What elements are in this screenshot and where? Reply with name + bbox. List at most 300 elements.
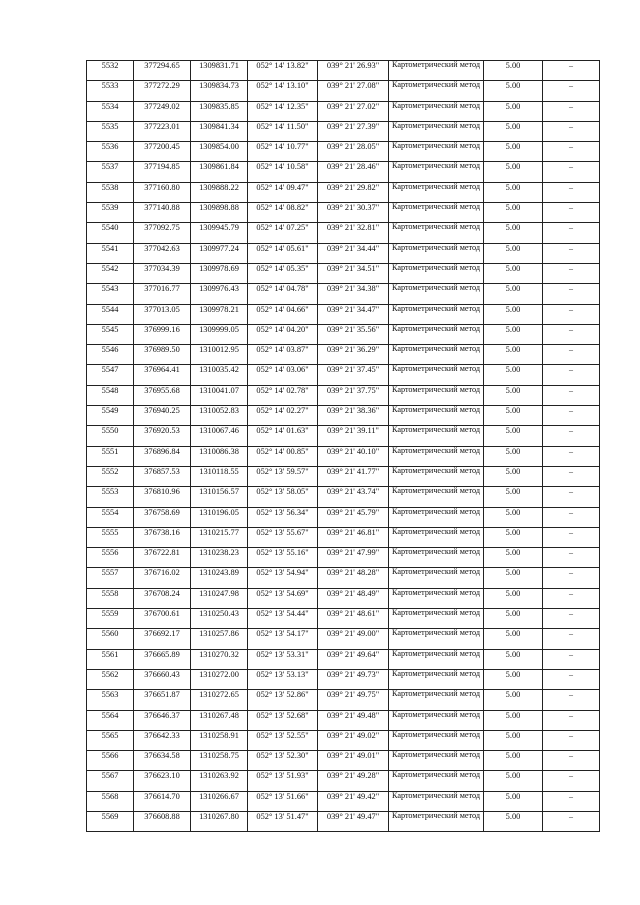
point-number-cell: 5543 bbox=[87, 284, 134, 304]
latitude-cell: 052° 13' 53.13" bbox=[248, 669, 318, 689]
x-coordinate-cell: 376999.16 bbox=[134, 324, 191, 344]
table-row bbox=[87, 487, 600, 507]
accuracy-cell: 5.00 bbox=[484, 61, 543, 81]
accuracy-cell: 5.00 bbox=[484, 203, 543, 223]
x-coordinate-cell: 377194.85 bbox=[134, 162, 191, 182]
x-coordinate-cell: 376692.17 bbox=[134, 629, 191, 649]
point-number-cell: 5550 bbox=[87, 426, 134, 446]
empty-value-cell: – bbox=[543, 730, 600, 750]
latitude-cell: 052° 13' 52.55" bbox=[248, 730, 318, 750]
longitude-cell: 039° 21' 27.02" bbox=[318, 101, 389, 121]
empty-value-cell: – bbox=[543, 121, 600, 141]
point-number-cell: 5556 bbox=[87, 548, 134, 568]
method-cell: Картометрический метод bbox=[389, 101, 484, 121]
table-row bbox=[87, 811, 600, 831]
y-coordinate-cell: 1309945.79 bbox=[191, 223, 248, 243]
x-coordinate-cell: 377249.02 bbox=[134, 101, 191, 121]
method-cell: Картометрический метод bbox=[389, 629, 484, 649]
empty-value-cell: – bbox=[543, 142, 600, 162]
point-number-cell: 5569 bbox=[87, 811, 134, 831]
longitude-cell: 039° 21' 34.44" bbox=[318, 243, 389, 263]
y-coordinate-cell: 1310250.43 bbox=[191, 609, 248, 629]
x-coordinate-cell: 376964.41 bbox=[134, 365, 191, 385]
method-cell: Картометрический метод bbox=[389, 284, 484, 304]
table-row bbox=[87, 466, 600, 486]
y-coordinate-cell: 1310052.83 bbox=[191, 406, 248, 426]
point-number-cell: 5548 bbox=[87, 385, 134, 405]
point-number-cell: 5540 bbox=[87, 223, 134, 243]
point-number-cell: 5563 bbox=[87, 690, 134, 710]
accuracy-cell: 5.00 bbox=[484, 649, 543, 669]
x-coordinate-cell: 377042.63 bbox=[134, 243, 191, 263]
y-coordinate-cell: 1310243.89 bbox=[191, 568, 248, 588]
table-row bbox=[87, 730, 600, 750]
table-row bbox=[87, 203, 600, 223]
table-row bbox=[87, 751, 600, 771]
latitude-cell: 052° 13' 54.44" bbox=[248, 609, 318, 629]
table-row bbox=[87, 284, 600, 304]
point-number-cell: 5555 bbox=[87, 527, 134, 547]
latitude-cell: 052° 13' 54.94" bbox=[248, 568, 318, 588]
x-coordinate-cell: 376989.50 bbox=[134, 345, 191, 365]
y-coordinate-cell: 1309861.84 bbox=[191, 162, 248, 182]
method-cell: Картометрический метод bbox=[389, 162, 484, 182]
y-coordinate-cell: 1310263.92 bbox=[191, 771, 248, 791]
y-coordinate-cell: 1310266.67 bbox=[191, 791, 248, 811]
longitude-cell: 039° 21' 49.28" bbox=[318, 771, 389, 791]
empty-value-cell: – bbox=[543, 61, 600, 81]
method-cell: Картометрический метод bbox=[389, 446, 484, 466]
method-cell: Картометрический метод bbox=[389, 304, 484, 324]
empty-value-cell: – bbox=[543, 101, 600, 121]
point-number-cell: 5541 bbox=[87, 243, 134, 263]
empty-value-cell: – bbox=[543, 487, 600, 507]
table-row bbox=[87, 690, 600, 710]
table-row bbox=[87, 162, 600, 182]
y-coordinate-cell: 1309976.43 bbox=[191, 284, 248, 304]
latitude-cell: 052° 14' 12.35" bbox=[248, 101, 318, 121]
x-coordinate-cell: 377294.65 bbox=[134, 61, 191, 81]
accuracy-cell: 5.00 bbox=[484, 426, 543, 446]
empty-value-cell: – bbox=[543, 406, 600, 426]
longitude-cell: 039° 21' 48.28" bbox=[318, 568, 389, 588]
latitude-cell: 052° 13' 52.30" bbox=[248, 751, 318, 771]
y-coordinate-cell: 1309999.05 bbox=[191, 324, 248, 344]
empty-value-cell: – bbox=[543, 568, 600, 588]
accuracy-cell: 5.00 bbox=[484, 365, 543, 385]
method-cell: Картометрический метод bbox=[389, 730, 484, 750]
method-cell: Картометрический метод bbox=[389, 81, 484, 101]
accuracy-cell: 5.00 bbox=[484, 324, 543, 344]
latitude-cell: 052° 14' 03.06" bbox=[248, 365, 318, 385]
y-coordinate-cell: 1310267.48 bbox=[191, 710, 248, 730]
latitude-cell: 052° 14' 13.82" bbox=[248, 61, 318, 81]
x-coordinate-cell: 376646.37 bbox=[134, 710, 191, 730]
longitude-cell: 039° 21' 49.48" bbox=[318, 710, 389, 730]
accuracy-cell: 5.00 bbox=[484, 263, 543, 283]
table-row bbox=[87, 568, 600, 588]
table-row bbox=[87, 142, 600, 162]
point-number-cell: 5564 bbox=[87, 710, 134, 730]
point-number-cell: 5532 bbox=[87, 61, 134, 81]
accuracy-cell: 5.00 bbox=[484, 466, 543, 486]
y-coordinate-cell: 1309978.21 bbox=[191, 304, 248, 324]
y-coordinate-cell: 1309854.00 bbox=[191, 142, 248, 162]
point-number-cell: 5534 bbox=[87, 101, 134, 121]
accuracy-cell: 5.00 bbox=[484, 629, 543, 649]
empty-value-cell: – bbox=[543, 507, 600, 527]
latitude-cell: 052° 13' 54.17" bbox=[248, 629, 318, 649]
latitude-cell: 052° 14' 04.66" bbox=[248, 304, 318, 324]
x-coordinate-cell: 376955.68 bbox=[134, 385, 191, 405]
longitude-cell: 039° 21' 45.79" bbox=[318, 507, 389, 527]
empty-value-cell: – bbox=[543, 649, 600, 669]
latitude-cell: 052° 14' 11.50" bbox=[248, 121, 318, 141]
longitude-cell: 039° 21' 48.61" bbox=[318, 609, 389, 629]
method-cell: Картометрический метод bbox=[389, 426, 484, 446]
accuracy-cell: 5.00 bbox=[484, 811, 543, 831]
empty-value-cell: – bbox=[543, 791, 600, 811]
table-row bbox=[87, 101, 600, 121]
empty-value-cell: – bbox=[543, 609, 600, 629]
latitude-cell: 052° 14' 04.78" bbox=[248, 284, 318, 304]
method-cell: Картометрический метод bbox=[389, 588, 484, 608]
longitude-cell: 039° 21' 49.73" bbox=[318, 669, 389, 689]
accuracy-cell: 5.00 bbox=[484, 690, 543, 710]
x-coordinate-cell: 376660.43 bbox=[134, 669, 191, 689]
longitude-cell: 039° 21' 35.56" bbox=[318, 324, 389, 344]
table-row bbox=[87, 324, 600, 344]
table-row bbox=[87, 669, 600, 689]
empty-value-cell: – bbox=[543, 690, 600, 710]
y-coordinate-cell: 1309898.88 bbox=[191, 203, 248, 223]
empty-value-cell: – bbox=[543, 710, 600, 730]
latitude-cell: 052° 14' 00.85" bbox=[248, 446, 318, 466]
longitude-cell: 039° 21' 32.81" bbox=[318, 223, 389, 243]
longitude-cell: 039° 21' 49.64" bbox=[318, 649, 389, 669]
latitude-cell: 052° 14' 05.61" bbox=[248, 243, 318, 263]
y-coordinate-cell: 1310196.05 bbox=[191, 507, 248, 527]
latitude-cell: 052° 13' 52.86" bbox=[248, 690, 318, 710]
x-coordinate-cell: 376857.53 bbox=[134, 466, 191, 486]
point-number-cell: 5557 bbox=[87, 568, 134, 588]
y-coordinate-cell: 1309841.34 bbox=[191, 121, 248, 141]
latitude-cell: 052° 14' 07.25" bbox=[248, 223, 318, 243]
empty-value-cell: – bbox=[543, 304, 600, 324]
x-coordinate-cell: 376665.89 bbox=[134, 649, 191, 669]
accuracy-cell: 5.00 bbox=[484, 730, 543, 750]
empty-value-cell: – bbox=[543, 811, 600, 831]
table-row bbox=[87, 121, 600, 141]
method-cell: Картометрический метод bbox=[389, 324, 484, 344]
empty-value-cell: – bbox=[543, 365, 600, 385]
latitude-cell: 052° 13' 55.16" bbox=[248, 548, 318, 568]
y-coordinate-cell: 1310257.86 bbox=[191, 629, 248, 649]
table-row bbox=[87, 406, 600, 426]
method-cell: Картометрический метод bbox=[389, 61, 484, 81]
point-number-cell: 5566 bbox=[87, 751, 134, 771]
method-cell: Картометрический метод bbox=[389, 609, 484, 629]
table-row bbox=[87, 81, 600, 101]
table-row bbox=[87, 791, 600, 811]
method-cell: Картометрический метод bbox=[389, 365, 484, 385]
accuracy-cell: 5.00 bbox=[484, 791, 543, 811]
point-number-cell: 5562 bbox=[87, 669, 134, 689]
latitude-cell: 052° 13' 53.31" bbox=[248, 649, 318, 669]
y-coordinate-cell: 1309977.24 bbox=[191, 243, 248, 263]
accuracy-cell: 5.00 bbox=[484, 669, 543, 689]
x-coordinate-cell: 376651.87 bbox=[134, 690, 191, 710]
x-coordinate-cell: 377223.01 bbox=[134, 121, 191, 141]
point-number-cell: 5559 bbox=[87, 609, 134, 629]
point-number-cell: 5549 bbox=[87, 406, 134, 426]
empty-value-cell: – bbox=[543, 548, 600, 568]
point-number-cell: 5552 bbox=[87, 466, 134, 486]
table-row bbox=[87, 771, 600, 791]
latitude-cell: 052° 13' 52.68" bbox=[248, 710, 318, 730]
point-number-cell: 5567 bbox=[87, 771, 134, 791]
table-row bbox=[87, 507, 600, 527]
longitude-cell: 039° 21' 30.37" bbox=[318, 203, 389, 223]
longitude-cell: 039° 21' 28.05" bbox=[318, 142, 389, 162]
point-number-cell: 5545 bbox=[87, 324, 134, 344]
accuracy-cell: 5.00 bbox=[484, 771, 543, 791]
table-row bbox=[87, 243, 600, 263]
point-number-cell: 5533 bbox=[87, 81, 134, 101]
y-coordinate-cell: 1309978.69 bbox=[191, 263, 248, 283]
accuracy-cell: 5.00 bbox=[484, 81, 543, 101]
method-cell: Картометрический метод bbox=[389, 527, 484, 547]
x-coordinate-cell: 377160.80 bbox=[134, 182, 191, 202]
longitude-cell: 039° 21' 37.45" bbox=[318, 365, 389, 385]
latitude-cell: 052° 13' 54.69" bbox=[248, 588, 318, 608]
table-row bbox=[87, 710, 600, 730]
longitude-cell: 039° 21' 48.49" bbox=[318, 588, 389, 608]
x-coordinate-cell: 377016.77 bbox=[134, 284, 191, 304]
x-coordinate-cell: 377034.39 bbox=[134, 263, 191, 283]
latitude-cell: 052° 14' 03.87" bbox=[248, 345, 318, 365]
y-coordinate-cell: 1309835.85 bbox=[191, 101, 248, 121]
accuracy-cell: 5.00 bbox=[484, 446, 543, 466]
method-cell: Картометрический метод bbox=[389, 568, 484, 588]
x-coordinate-cell: 376758.69 bbox=[134, 507, 191, 527]
x-coordinate-cell: 377013.05 bbox=[134, 304, 191, 324]
y-coordinate-cell: 1310272.00 bbox=[191, 669, 248, 689]
accuracy-cell: 5.00 bbox=[484, 507, 543, 527]
x-coordinate-cell: 376896.84 bbox=[134, 446, 191, 466]
x-coordinate-cell: 377272.29 bbox=[134, 81, 191, 101]
accuracy-cell: 5.00 bbox=[484, 284, 543, 304]
empty-value-cell: – bbox=[543, 81, 600, 101]
x-coordinate-cell: 377200.45 bbox=[134, 142, 191, 162]
latitude-cell: 052° 14' 08.82" bbox=[248, 203, 318, 223]
accuracy-cell: 5.00 bbox=[484, 243, 543, 263]
empty-value-cell: – bbox=[543, 527, 600, 547]
longitude-cell: 039° 21' 49.01" bbox=[318, 751, 389, 771]
method-cell: Картометрический метод bbox=[389, 791, 484, 811]
y-coordinate-cell: 1310035.42 bbox=[191, 365, 248, 385]
method-cell: Картометрический метод bbox=[389, 203, 484, 223]
method-cell: Картометрический метод bbox=[389, 182, 484, 202]
x-coordinate-cell: 376608.88 bbox=[134, 811, 191, 831]
table-row bbox=[87, 527, 600, 547]
x-coordinate-cell: 376722.81 bbox=[134, 548, 191, 568]
accuracy-cell: 5.00 bbox=[484, 527, 543, 547]
table-row bbox=[87, 345, 600, 365]
longitude-cell: 039° 21' 27.39" bbox=[318, 121, 389, 141]
y-coordinate-cell: 1310270.32 bbox=[191, 649, 248, 669]
accuracy-cell: 5.00 bbox=[484, 487, 543, 507]
method-cell: Картометрический метод bbox=[389, 649, 484, 669]
accuracy-cell: 5.00 bbox=[484, 385, 543, 405]
point-number-cell: 5542 bbox=[87, 263, 134, 283]
accuracy-cell: 5.00 bbox=[484, 406, 543, 426]
empty-value-cell: – bbox=[543, 324, 600, 344]
latitude-cell: 052° 13' 55.67" bbox=[248, 527, 318, 547]
latitude-cell: 052° 13' 51.66" bbox=[248, 791, 318, 811]
longitude-cell: 039° 21' 49.42" bbox=[318, 791, 389, 811]
point-number-cell: 5553 bbox=[87, 487, 134, 507]
empty-value-cell: – bbox=[543, 588, 600, 608]
table-row bbox=[87, 426, 600, 446]
x-coordinate-cell: 377092.75 bbox=[134, 223, 191, 243]
longitude-cell: 039° 21' 47.99" bbox=[318, 548, 389, 568]
method-cell: Картометрический метод bbox=[389, 548, 484, 568]
point-number-cell: 5565 bbox=[87, 730, 134, 750]
method-cell: Картометрический метод bbox=[389, 142, 484, 162]
longitude-cell: 039° 21' 39.11" bbox=[318, 426, 389, 446]
longitude-cell: 039° 21' 49.75" bbox=[318, 690, 389, 710]
longitude-cell: 039° 21' 46.81" bbox=[318, 527, 389, 547]
accuracy-cell: 5.00 bbox=[484, 568, 543, 588]
longitude-cell: 039° 21' 38.36" bbox=[318, 406, 389, 426]
x-coordinate-cell: 376708.24 bbox=[134, 588, 191, 608]
empty-value-cell: – bbox=[543, 345, 600, 365]
x-coordinate-cell: 376940.25 bbox=[134, 406, 191, 426]
y-coordinate-cell: 1310215.77 bbox=[191, 527, 248, 547]
longitude-cell: 039° 21' 34.38" bbox=[318, 284, 389, 304]
method-cell: Картометрический метод bbox=[389, 223, 484, 243]
latitude-cell: 052° 13' 56.34" bbox=[248, 507, 318, 527]
table-row bbox=[87, 263, 600, 283]
method-cell: Картометрический метод bbox=[389, 121, 484, 141]
latitude-cell: 052° 14' 02.27" bbox=[248, 406, 318, 426]
y-coordinate-cell: 1310247.98 bbox=[191, 588, 248, 608]
point-number-cell: 5560 bbox=[87, 629, 134, 649]
longitude-cell: 039° 21' 37.75" bbox=[318, 385, 389, 405]
accuracy-cell: 5.00 bbox=[484, 710, 543, 730]
table-row bbox=[87, 548, 600, 568]
x-coordinate-cell: 376623.10 bbox=[134, 771, 191, 791]
point-number-cell: 5546 bbox=[87, 345, 134, 365]
x-coordinate-cell: 376738.16 bbox=[134, 527, 191, 547]
latitude-cell: 052° 13' 51.93" bbox=[248, 771, 318, 791]
empty-value-cell: – bbox=[543, 385, 600, 405]
latitude-cell: 052° 14' 05.35" bbox=[248, 263, 318, 283]
latitude-cell: 052° 13' 58.05" bbox=[248, 487, 318, 507]
accuracy-cell: 5.00 bbox=[484, 548, 543, 568]
latitude-cell: 052° 14' 01.63" bbox=[248, 426, 318, 446]
point-number-cell: 5539 bbox=[87, 203, 134, 223]
y-coordinate-cell: 1309834.73 bbox=[191, 81, 248, 101]
table-row bbox=[87, 446, 600, 466]
accuracy-cell: 5.00 bbox=[484, 609, 543, 629]
point-number-cell: 5551 bbox=[87, 446, 134, 466]
method-cell: Картометрический метод bbox=[389, 751, 484, 771]
accuracy-cell: 5.00 bbox=[484, 101, 543, 121]
point-number-cell: 5544 bbox=[87, 304, 134, 324]
y-coordinate-cell: 1310272.65 bbox=[191, 690, 248, 710]
x-coordinate-cell: 376700.61 bbox=[134, 609, 191, 629]
point-number-cell: 5554 bbox=[87, 507, 134, 527]
y-coordinate-cell: 1310118.55 bbox=[191, 466, 248, 486]
y-coordinate-cell: 1310067.46 bbox=[191, 426, 248, 446]
empty-value-cell: – bbox=[543, 629, 600, 649]
accuracy-cell: 5.00 bbox=[484, 751, 543, 771]
table-row bbox=[87, 223, 600, 243]
table-row bbox=[87, 61, 600, 81]
table-row bbox=[87, 304, 600, 324]
accuracy-cell: 5.00 bbox=[484, 304, 543, 324]
y-coordinate-cell: 1309888.22 bbox=[191, 182, 248, 202]
table-row bbox=[87, 365, 600, 385]
x-coordinate-cell: 376642.33 bbox=[134, 730, 191, 750]
point-number-cell: 5568 bbox=[87, 791, 134, 811]
point-number-cell: 5536 bbox=[87, 142, 134, 162]
y-coordinate-cell: 1310258.91 bbox=[191, 730, 248, 750]
x-coordinate-cell: 376614.70 bbox=[134, 791, 191, 811]
x-coordinate-cell: 377140.88 bbox=[134, 203, 191, 223]
table-row bbox=[87, 609, 600, 629]
method-cell: Картометрический метод bbox=[389, 811, 484, 831]
empty-value-cell: – bbox=[543, 751, 600, 771]
accuracy-cell: 5.00 bbox=[484, 121, 543, 141]
empty-value-cell: – bbox=[543, 203, 600, 223]
latitude-cell: 052° 14' 02.78" bbox=[248, 385, 318, 405]
point-number-cell: 5538 bbox=[87, 182, 134, 202]
empty-value-cell: – bbox=[543, 771, 600, 791]
point-number-cell: 5547 bbox=[87, 365, 134, 385]
accuracy-cell: 5.00 bbox=[484, 588, 543, 608]
longitude-cell: 039° 21' 40.10" bbox=[318, 446, 389, 466]
accuracy-cell: 5.00 bbox=[484, 162, 543, 182]
x-coordinate-cell: 376810.96 bbox=[134, 487, 191, 507]
accuracy-cell: 5.00 bbox=[484, 182, 543, 202]
empty-value-cell: – bbox=[543, 182, 600, 202]
table-row bbox=[87, 649, 600, 669]
latitude-cell: 052° 13' 59.57" bbox=[248, 466, 318, 486]
y-coordinate-cell: 1310238.23 bbox=[191, 548, 248, 568]
x-coordinate-cell: 376634.58 bbox=[134, 751, 191, 771]
accuracy-cell: 5.00 bbox=[484, 345, 543, 365]
empty-value-cell: – bbox=[543, 243, 600, 263]
method-cell: Картометрический метод bbox=[389, 771, 484, 791]
table-row bbox=[87, 182, 600, 202]
empty-value-cell: – bbox=[543, 466, 600, 486]
longitude-cell: 039° 21' 43.74" bbox=[318, 487, 389, 507]
y-coordinate-cell: 1310012.95 bbox=[191, 345, 248, 365]
method-cell: Картометрический метод bbox=[389, 263, 484, 283]
table-row bbox=[87, 385, 600, 405]
latitude-cell: 052° 14' 04.20" bbox=[248, 324, 318, 344]
method-cell: Картометрический метод bbox=[389, 345, 484, 365]
point-number-cell: 5561 bbox=[87, 649, 134, 669]
empty-value-cell: – bbox=[543, 446, 600, 466]
empty-value-cell: – bbox=[543, 263, 600, 283]
x-coordinate-cell: 376716.02 bbox=[134, 568, 191, 588]
coordinates-table-body bbox=[87, 61, 600, 832]
latitude-cell: 052° 14' 10.58" bbox=[248, 162, 318, 182]
